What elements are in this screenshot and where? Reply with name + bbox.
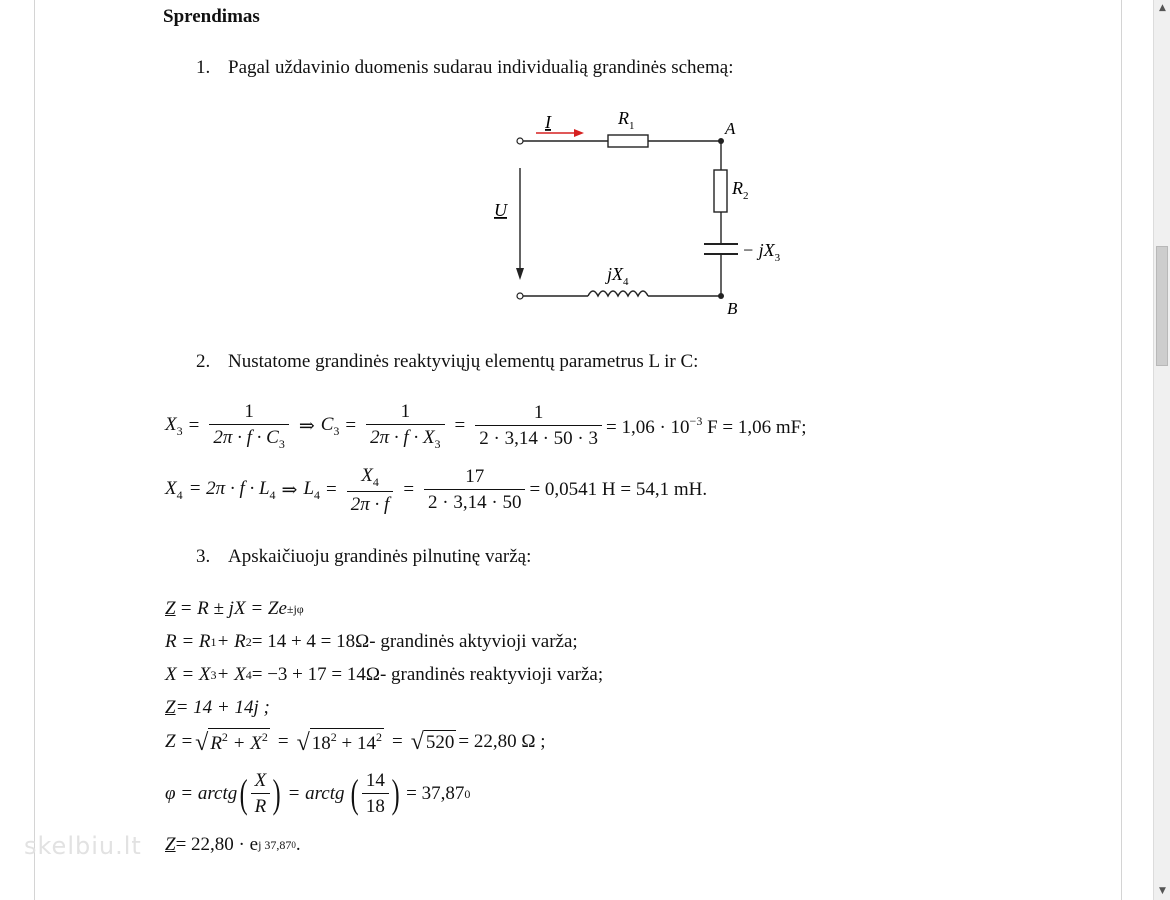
scroll-up-icon[interactable]: ▲ xyxy=(1159,3,1166,13)
step-text: Nustatome grandinės reaktyviųjų elementų parametrus L ir C: xyxy=(228,351,699,372)
z-modulus: Z = √ $R^2 + X^2$ = √ $18^2 + 14^2$ = √ 520 = 22,80 Ω ; xyxy=(165,728,546,756)
step-number: 1. xyxy=(196,57,211,78)
capacitor-label: − $jX_3$ xyxy=(742,240,781,264)
r1-label: $R_1$ xyxy=(618,108,635,132)
l4-symbol: $L_4$ xyxy=(303,477,321,502)
terminal-bottom xyxy=(517,293,523,299)
heading: Sprendimas xyxy=(163,6,260,27)
c3-symbol: $C_3$ xyxy=(320,413,340,438)
equation-l4: $X_4$ = $2\pi \cdot f \cdot L_4$ ⇒ $L_4$ = $\frac{X_4}{2\pi \cdot f}$ = $\frac{17}{2 \cdot 3,14 \cdot 50}$ = 0,0541 H = 54,1 mH. xyxy=(165,464,708,515)
voltage-label: U xyxy=(494,200,507,220)
step-text: Apskaičiuoju grandinės pilnutinę varžą: xyxy=(228,546,532,567)
equation-c3: $X_3$ = $\frac{1}{2\pi \cdot f \cdot C_3}$ ⇒ $C_3$ = $\frac{1}{2\pi \cdot f \cdot X_3}$ = $\frac{1}{2 \cdot 3,14 \cdot 50 \cdot 3}$ = $1,06 \cdot 10^{-3}$ F = 1,06 mF; xyxy=(165,400,807,451)
inductor xyxy=(588,291,648,296)
step-2 xyxy=(196,351,698,373)
vertical-scrollbar[interactable] xyxy=(1153,0,1170,900)
step-number: 3. xyxy=(196,546,211,567)
fraction-4: $\frac{X_4}{2\pi \cdot f}$ xyxy=(347,465,394,516)
fraction-2: $\frac{1}{2\pi \cdot f \cdot X_3}$ xyxy=(366,401,444,452)
inductor-label: $jX_4$ xyxy=(607,264,629,288)
step-3 xyxy=(196,546,531,568)
terminal-top xyxy=(517,138,523,144)
document-page xyxy=(35,0,1120,900)
scroll-down-icon[interactable]: ▼ xyxy=(1159,886,1166,896)
left-margin xyxy=(0,0,35,900)
l4-result: = 0,0541 H = 54,1 mH. xyxy=(529,479,708,500)
node-b-label: B xyxy=(727,299,738,318)
resistor-r2 xyxy=(714,170,727,212)
step-number: 2. xyxy=(196,351,211,372)
resistor-r1 xyxy=(608,135,648,147)
fraction-1: $\frac{1}{2\pi \cdot f \cdot C_3}$ xyxy=(209,401,288,452)
right-margin xyxy=(1121,0,1154,900)
r-equation: R = R 1 + R 2 = 14 + 4 = 18Ω - grandinės aktyvioji varža; xyxy=(165,631,578,652)
r2-label: $R_2$ xyxy=(732,178,749,202)
fraction-5: $\frac{17}{2 \cdot 3,14 \cdot 50}$ xyxy=(424,466,525,514)
z-complex: Z = 14 + 14j ; xyxy=(165,697,270,718)
fraction-3: $\frac{1}{2 \cdot 3,14 \cdot 50 \cdot 3}$ xyxy=(475,402,602,450)
current-label: I xyxy=(545,112,551,132)
scrollbar-thumb[interactable] xyxy=(1156,246,1168,366)
z-exponential: Z = 22,80 · e j 37,87 0 . xyxy=(165,834,301,855)
x4-symbol: $X_4$ xyxy=(165,477,183,502)
x-equation: X = X 3 + X 4 = −3 + 17 = 14Ω - grandinės reaktyvioji varža; xyxy=(165,664,604,685)
watermark: skelbiu.lt xyxy=(24,832,142,860)
circuit-diagram xyxy=(450,108,810,323)
step-1 xyxy=(196,57,734,79)
x3-symbol: $X_3$ xyxy=(165,413,183,438)
c3-result: = $1,06 \cdot 10^{-3}$ F = 1,06 mF; xyxy=(606,413,807,438)
node-a-label: A xyxy=(725,119,736,138)
phi-equation: φ = arctg ( $\frac{X}{R}$ ) = arctg ( $\frac{14}{18}$ ) = 37,87 0 xyxy=(165,770,471,817)
step-text: Pagal uždavinio duomenis sudarau individualią grandinės schemą: xyxy=(228,57,734,78)
z-definition: Z = R ± jX = Ze ±jφ xyxy=(165,598,304,619)
